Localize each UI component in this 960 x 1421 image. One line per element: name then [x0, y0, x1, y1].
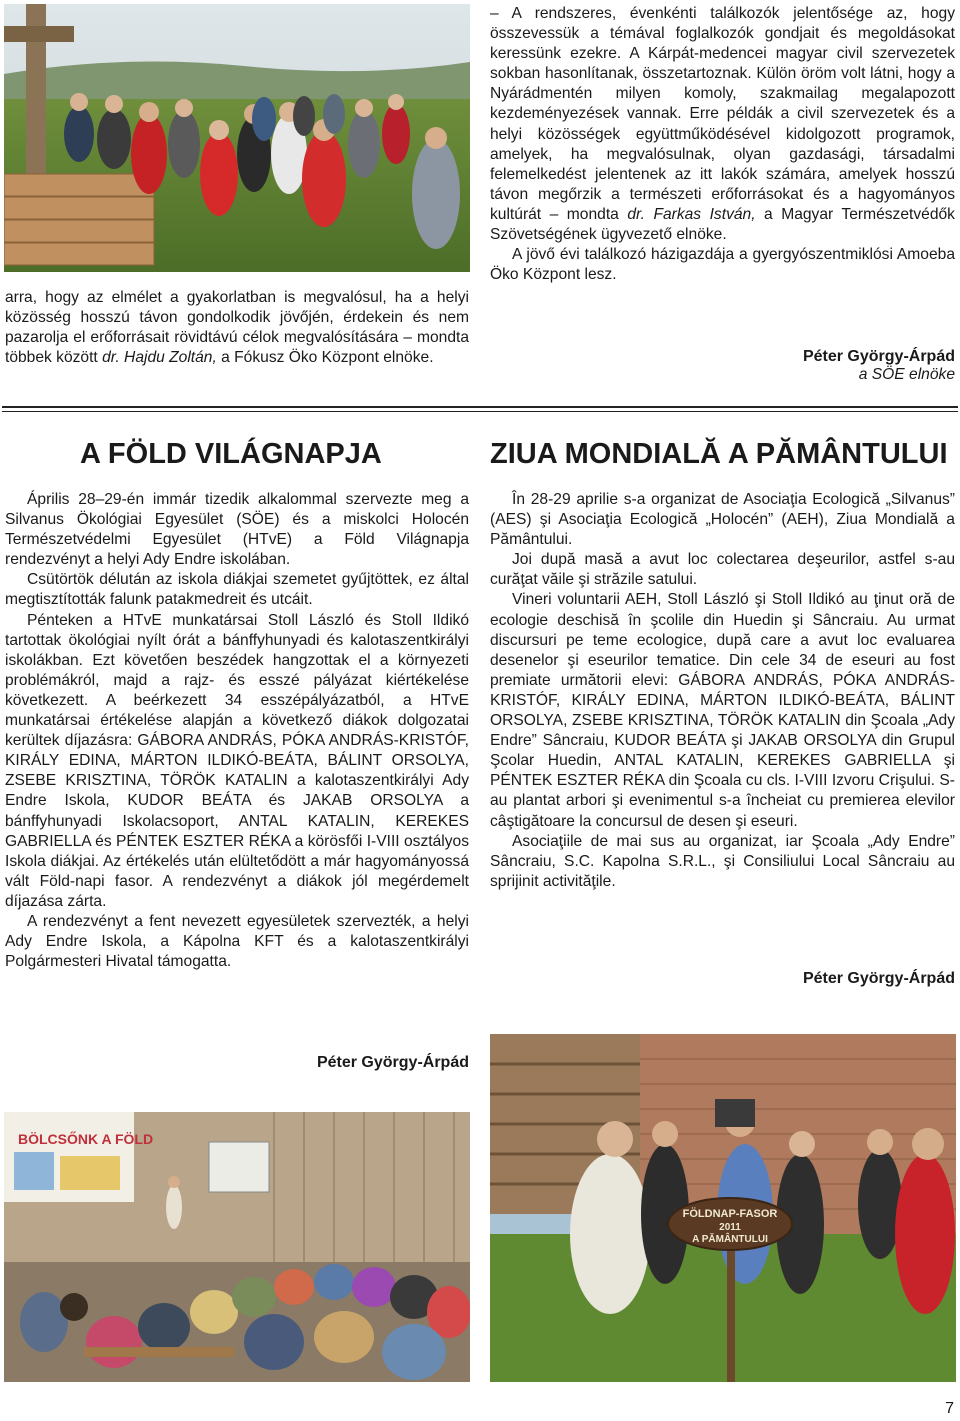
top-right-speaker: dr. Farkas István,	[627, 205, 756, 223]
left-article-p2: Csütörtök délután az iskola diákjai szemetet gyűjtöttek, ez által megtisztították falunk patakmedreit és utcáit.	[5, 571, 469, 609]
top-right-text	[490, 4, 955, 285]
top-right-p2: A jövő évi találkozó házigazdája a gyergyószentmiklósi Amoeba Öko Központ lesz.	[490, 246, 955, 284]
banner-text: BÖLCSŐNK A FÖLD	[18, 1131, 154, 1147]
school-gym-assembly-photo	[4, 1112, 470, 1382]
right-article-signature: Péter György-Árpád	[802, 970, 955, 987]
right-article-p3: Vineri voluntarii AEH, Stoll László şi Stoll Ildikó au ţinut oră de ecologie deschisă în şcolile din Huedin şi Sâncraiu. Au urmat discursuri pe teme ecologice, după care a avut loc evaluarea desenelor şi eseurilor tematice. Din cele 34 de eseuri au fost premiate următorii elevi: GÁBORA ANDRÁS, PÓKA ANDRÁS-KRISTÓF, KIRÁLY EDINA, MÁRTON ILDIKÓ-BEÁTA, BÁLINT ORSOLYA, ZSEBE KRISZTINA, TÖRÖK KATALIN din Şcoala „Ady Endre” Sâncraiu, KUDOR BEÁTA şi JAKAB ORSOLYA din Grupul Şcolar Huedin, ANTAL KATALIN, KEREKES GABRIELLA şi PÉNTEK ESZTER RÉKA din Şcoala cu cls. I-VIII Izvoru Crişului. S-au plantat arbori şi evenimentul s-a încheiat cu premierea elevilor câştigătoare la concursul de desen şi eseuri.	[490, 591, 955, 830]
top-right-p1a: – A rendszeres, évenkénti találkozók jelentősége az, hogy összevessük a témával foglalkozók gondjait és megoldásokat keressünk ezekre. A Kárpát-medencei magyar civil szervezetek sokban hasonlítanak, összetartoznak. Külön öröm volt látni, hogy a Nyárádmentén milyen komoly, szakmailag megalapozott kezdeményezések vannak. Erre példák a civil szervezetek és a helyi közösségek együttműködésével kidolgozott programok, amelyek, ha megvalósulnak, olyan gazdasági, társadalmi felemelkedést jelentenek az itt lakók számára, amelyek hosszú távon megőrzik a természeti erőforrásokat és a hagyományos kultúrát – mondta	[490, 5, 955, 223]
right-article-title: ZIUA MONDIALĂ A PĂMÂNTULUI	[490, 438, 948, 470]
sign-line-1: FÖLDNAP-FASOR	[682, 1208, 778, 1220]
left-article-body	[5, 490, 469, 972]
left-article-signature: Péter György-Árpád	[316, 1054, 469, 1071]
left-article-p4: A rendezvényt a fent nevezett egyesületek szervezték, a helyi Ady Endre Iskola, a Kápolna KFT és a kalotaszentkirályi Polgármesteri Hivatal támogatta.	[5, 912, 469, 971]
left-article-p3: Pénteken a HTvE munkatársai Stoll László és Stoll Ildikó tartottak ökológiai nyílt órát a bánffyhunyadi és kalotaszentkirályi iskolákban. Ezt követően beszédek hangzottak el a környezeti problémákról, majd a rajz- és esszé pályázat kiértékelése következett. A beérkezett 34 esszépályázatból, a HTvE munkatársai értékelése alapján a következő diákok dolgozatai kerültek díjazásra: GÁBORA ANDRÁS, PÓKA ANDRÁS-KRISTÓF, KIRÁLY EDINA, MÁRTON ILDIKÓ-BEÁTA, BÁLINT ORSOLYA, ZSEBE KRISZTINA, TÖRÖK KATALIN a kalotaszentkirályi Ady Endre Iskola, KUDOR BEÁTA és JAKAB ORSOLYA a bánffyhunyadi Iskolacsoport, ANTAL KATALIN, KEREKES GABRIELLA és PÉNTEK ESZTER RÉKA a körösfői I-VIII osztályos Iskola diákjai. Az értékelés után elültetődött a már hagyományossá vált Föld-napi fasor. A rendezvényt a diákok jól megérdemelt díjazása zárta.	[5, 611, 469, 910]
top-right-signature-role: a SÖE elnöke	[858, 366, 955, 383]
top-left-speaker-role: a Fókusz Öko Központ elnöke.	[221, 349, 434, 367]
top-right-signature: Péter György-Árpád	[802, 348, 955, 365]
top-right-signature-block	[490, 348, 955, 384]
tree-planting-sign-photo	[490, 1034, 956, 1382]
left-article-p1: Április 28–29-én immár tizedik alkalommal szervezte meg a Silvanus Ökológiai Egyesület (SÖE) és a miskolci Holocén Természetvédelmi Egyesület (HTvE) a Föld Világnapja rendezvényt a helyi Ady Endre iskolában.	[5, 491, 469, 569]
sign-line-2: 2011	[719, 1222, 741, 1233]
top-left-text	[5, 288, 469, 368]
section-divider-2	[2, 411, 958, 412]
sign-line-3: A PĂMÂNTULUI	[692, 1234, 768, 1245]
right-article-p1: În 28-29 aprilie s-a organizat de Asociaţia Ecologică „Silvanus” (AES) şi Asociaţia Ecologică „Holocén” (AEH), Ziua Mondială a Pământului.	[490, 491, 955, 549]
top-left-body: arra, hogy az elmélet a gyakorlatban is megvalósul, ha a helyi közösség hosszú távon gondolkodik jövőjén, érdekein és nem pazarolja el erőforrásait rövidtávú célok megvalósítására – mondta többek között	[5, 289, 469, 367]
left-article-title: A FÖLD VILÁGNAPJA	[80, 438, 382, 470]
group-gathering-photo	[4, 4, 470, 272]
top-left-speaker: dr. Hajdu Zoltán,	[102, 349, 217, 367]
right-article-p2: Joi după masă a avut loc colectarea deşeurilor, astfel s-au curăţat văile şi străzile satului.	[490, 551, 955, 589]
page-number: 7	[945, 1400, 954, 1417]
section-divider	[2, 406, 958, 408]
right-article-p4: Asociaţiile de mai sus au organizat, iar Şcoala „Ady Endre” Sâncraiu, S.C. Kapolna S.R.L., şi Consiliului Local Sâncraiu au sprijinit activităţile.	[490, 832, 955, 890]
right-article-body	[490, 490, 955, 892]
top-right-p1b: a Magyar Természetvédők Szövetségének ügyvezető elnöke.	[490, 205, 955, 244]
